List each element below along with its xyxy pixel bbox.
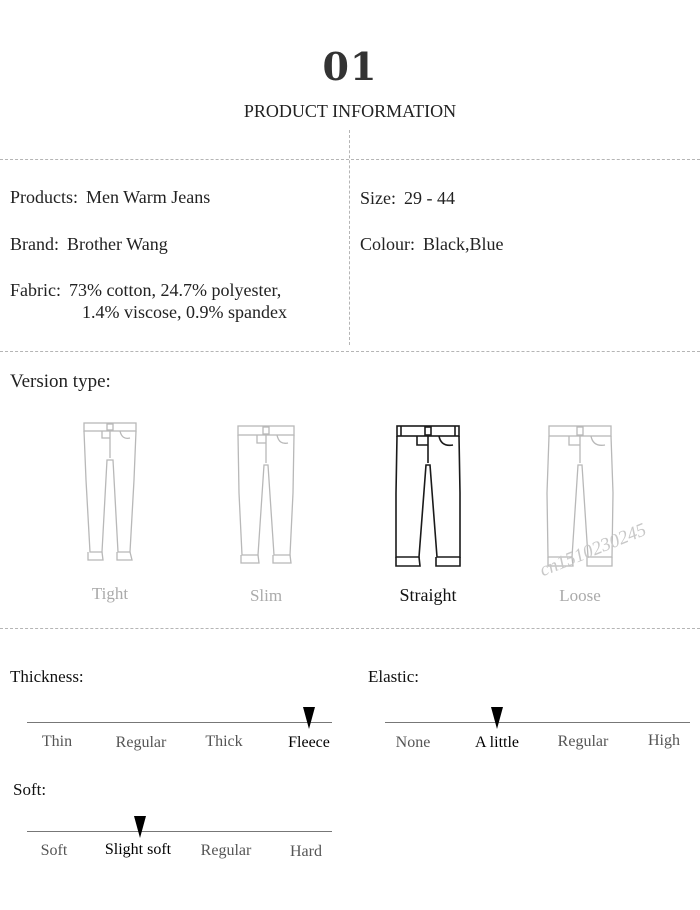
soft-title: Soft: [13,780,47,799]
elastic-option-none: None [395,734,431,751]
divider-middle [0,351,700,352]
soft-option-soft: Soft [40,842,68,859]
info-size [360,188,455,209]
pants-tight-icon [80,420,140,565]
thickness-option-regular: Regular [115,734,167,751]
soft-scale-line [27,831,332,832]
size-label: Size: [360,188,396,208]
divider-top [0,159,700,160]
thickness-option-fleece: Fleece [288,734,330,751]
fabric-value-line1: 73% cotton, 24.7% polyester, [69,280,282,300]
version-option-straight: Straight [399,585,457,605]
elastic-option-a-little: A little [475,734,519,751]
version-option-tight: Tight [91,584,129,603]
pants-slim-icon [235,423,297,568]
soft-indicator-icon [134,816,146,838]
elastic-option-regular: Regular [557,733,609,750]
divider-vertical [349,130,350,345]
thickness-scale-line [27,722,332,723]
soft-option-hard: Hard [290,843,322,860]
thickness-indicator-icon [303,707,315,729]
thickness-option-thin: Thin [41,733,73,750]
info-brand [10,234,168,255]
thickness-option-thick: Thick [205,733,243,750]
version-option-slim: Slim [249,586,283,605]
version-option-loose: Loose [559,586,601,605]
pants-straight-icon [393,423,463,571]
elastic-title: Elastic: [368,667,419,686]
thickness-title: Thickness: [10,667,84,686]
watermark: cn1510230245 [536,519,650,582]
fabric-value-line2: 1.4% viscose, 0.9% spandex [82,302,287,322]
divider-bottom [0,628,700,629]
section-number: 01 [322,44,378,89]
info-colour [360,234,504,255]
section-title: PRODUCT INFORMATION [243,101,457,121]
version-title: Version type: [10,371,111,392]
soft-option-slight-soft: Slight soft [104,841,172,858]
brand-value: Brother Wang [67,234,168,254]
colour-value: Black,Blue [423,234,504,254]
products-value: Men Warm Jeans [86,187,211,207]
size-value: 29 - 44 [404,188,455,208]
info-products [10,187,210,208]
brand-label: Brand: [10,234,59,254]
products-label: Products: [10,187,79,207]
info-fabric [10,280,281,301]
elastic-scale-line [385,722,690,723]
elastic-indicator-icon [491,707,503,729]
elastic-option-high: High [648,732,680,749]
colour-label: Colour: [360,234,416,254]
soft-option-regular: Regular [200,842,252,859]
fabric-label: Fabric: [10,280,61,300]
